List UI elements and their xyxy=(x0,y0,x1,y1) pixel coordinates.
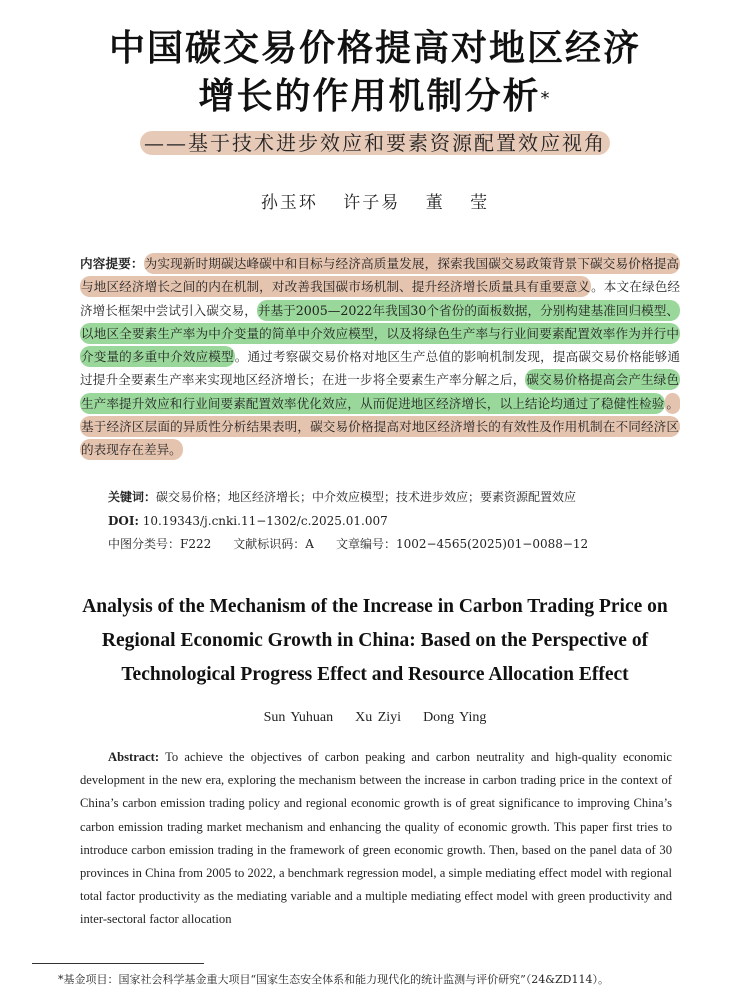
english-title xyxy=(30,590,720,692)
keywords-text: 碳交易价格；地区经济增长；中介效应模型；技术进步效应；要素资源配置效应 xyxy=(156,490,577,504)
doi-label: DOI: xyxy=(108,514,139,528)
chinese-authors: 孙玉环 许子易 董 莹 xyxy=(260,193,490,213)
highlight-green-1: 并基于2005—2022年我国30个省份的面板数据，分别构建基准回归模型、以地区全要素生产率为中介变量的简单中介效应模型，以及将绿色生产率与行业间要素配置效率作为并行中介变量的多重中介效应模型 xyxy=(80,300,680,368)
abstract-cn-text-2: 。本文在绿色经济增长框架中尝试引入碳交易， xyxy=(80,279,681,318)
subtitle-highlight: ——基于技术进步效应和要素资源配置效应视角 xyxy=(140,131,610,155)
clc-value: F222 xyxy=(180,537,212,551)
english-title-line-3: Technological Progress Effect and Resource Allocation Effect xyxy=(121,664,629,685)
chinese-title-line-2-text: 增长的作用机制分析 xyxy=(198,76,541,117)
chinese-title-line-1: 中国碳交易价格提高对地区经济 xyxy=(108,28,641,69)
english-authors: Sun Yuhuan Xu Ziyi Dong Ying xyxy=(263,710,487,725)
chinese-title-line-2 xyxy=(0,72,750,122)
footnote-mark: * xyxy=(540,88,552,109)
english-title-line-1: Analysis of the Mechanism of the Increase in Carbon Trading Price on xyxy=(82,596,668,617)
article-number-label: 文章编号： xyxy=(335,537,396,551)
classification-line xyxy=(108,535,588,553)
footnote-divider xyxy=(32,963,204,964)
doi xyxy=(108,512,388,530)
doc-code-label: 文献标识码： xyxy=(233,537,306,551)
chinese-subtitle xyxy=(0,128,750,158)
funding-footnote: *基金项目：国家社会科学基金重大项目“国家生态安全体系和能力现代化的统计监测与评价研究”（24&ZD114）。 xyxy=(58,973,609,986)
english-abstract xyxy=(80,746,672,932)
highlight-orange-1: 为实现新时期碳达峰碳中和目标与经济高质量发展，探索我国碳交易政策背景下碳交易价格提高与地区经济增长之间的内在机制，对改善我国碳市场机制、提升经济增长质量具有重要意义 xyxy=(80,253,680,297)
abstract-cn-label: 内容提要： xyxy=(80,256,144,271)
highlight-orange-2: 。基于经济区层面的异质性分析结果表明，碳交易价格提高对地区经济增长的有效性及作用机制在不同经济区的表现存在差异。 xyxy=(80,393,680,461)
abstract-en-label: Abstract: xyxy=(108,750,160,764)
highlight-green-2: 碳交易价格提高会产生绿色生产率提升效应和行业间要素配置效率优化效应，从而促进地区经济增长，以上结论均通过了稳健性检验 xyxy=(80,369,680,413)
clc-label: 中图分类号： xyxy=(108,537,181,551)
article-number-value: 1002−4565(2025)01−0088−12 xyxy=(395,537,589,551)
abstract-en-text: To achieve the objectives of carbon peaking and carbon neutrality and high-quality economic development in the new era, exploring the mechanism between the increase in carbon trading price in the context of China’s carbon emission trading policy and regional economic growth is of great significance to improving China’s carbon emission trading market mechanism and enhancing the quality of economic growth. This paper first tries to introduce carbon emission trading in the framework of green economic growth. Then, based on the panel data of 30 provinces in China from 2005 to 2022, a benchmark regression model, a simple mediating effect model with regional total factor productivity as the mediating variable and a multiple mediating effect model with green productivity and inter-sectoral factor allocation xyxy=(80,750,673,927)
doi-link[interactable]: 10.19343/j.cnki.11−1302/c.2025.01.007 xyxy=(142,514,388,528)
abstract-cn-text-4: 。通过考察碳交易价格对地区生产总值的影响机制发现，提高碳交易价格能够通过提升全要素生产率来实现地区经济增长；在进一步将全要素生产率分解之后， xyxy=(80,349,681,388)
keywords xyxy=(108,488,576,506)
english-title-line-2: Regional Economic Growth in China: Based on the Perspective of xyxy=(101,630,649,651)
chinese-abstract xyxy=(80,252,680,462)
doc-code-value: A xyxy=(305,537,314,551)
keywords-label: 关键词： xyxy=(108,490,157,504)
